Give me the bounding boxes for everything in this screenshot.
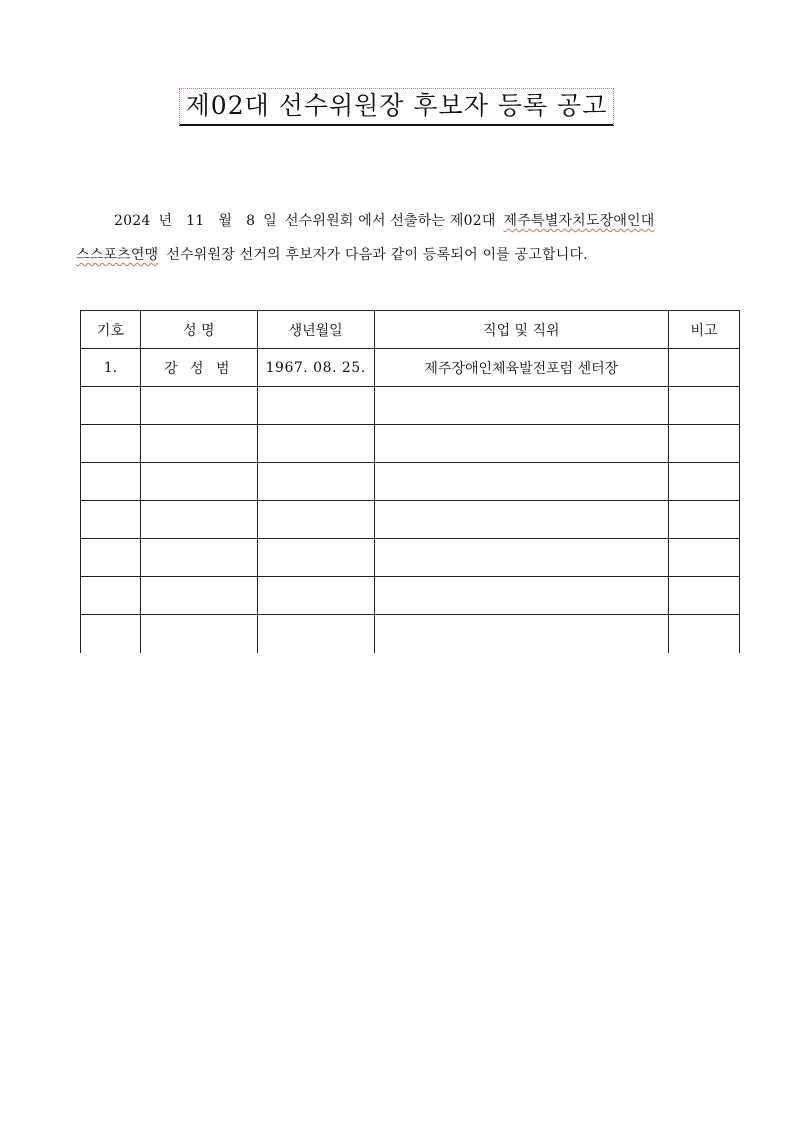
org-name-part1: 제주특별자치도장애인대 — [503, 213, 655, 229]
cell-remarks — [669, 577, 740, 615]
cell-name — [140, 501, 257, 539]
year-value: 2024 — [114, 213, 151, 229]
header-occupation: 직업 및 직위 — [374, 311, 668, 349]
header-number: 기호 — [81, 311, 141, 349]
cell-remarks — [669, 387, 740, 425]
table-row — [81, 577, 740, 615]
cell-birthdate — [257, 425, 374, 463]
cell-number — [81, 425, 141, 463]
cell-occupation: 제주장애인체육발전포럼 센터장 — [374, 349, 668, 387]
cell-occupation — [374, 501, 668, 539]
notice-paragraph — [76, 204, 746, 272]
table-row — [81, 539, 740, 577]
month-unit: 월 — [218, 213, 233, 229]
cell-occupation — [374, 387, 668, 425]
month-value: 11 — [186, 213, 205, 229]
header-birthdate: 생년월일 — [257, 311, 374, 349]
table-row — [81, 425, 740, 463]
cell-remarks — [669, 501, 740, 539]
cell-number — [81, 463, 141, 501]
cell-name — [140, 577, 257, 615]
cell-name — [140, 463, 257, 501]
cell-remarks — [669, 425, 740, 463]
cell-name — [140, 387, 257, 425]
cell-birthdate — [257, 577, 374, 615]
cell-number — [81, 539, 141, 577]
cell-occupation — [374, 425, 668, 463]
table-row — [81, 501, 740, 539]
header-remarks: 비고 — [669, 311, 740, 349]
cell-remarks — [669, 349, 740, 387]
cell-birthdate — [257, 463, 374, 501]
cell-occupation — [374, 539, 668, 577]
cell-name — [140, 615, 257, 654]
cell-birthdate — [257, 501, 374, 539]
day-unit: 일 — [263, 213, 277, 229]
table-row — [81, 615, 740, 654]
cell-number — [81, 577, 141, 615]
cell-number: 1. — [81, 349, 141, 387]
table-row — [81, 463, 740, 501]
year-unit: 년 — [158, 213, 173, 229]
cell-number — [81, 501, 141, 539]
table-row — [81, 387, 740, 425]
cell-birthdate — [257, 615, 374, 654]
text-after-date: 선수위원회 에서 선출하는 제02대 — [284, 213, 496, 229]
document-title: 제02대 선수위원장 후보자 등록 공고 — [179, 88, 615, 126]
cell-occupation — [374, 577, 668, 615]
cell-birthdate: 1967. 08. 25. — [257, 349, 374, 387]
cell-occupation — [374, 615, 668, 654]
cell-remarks — [669, 615, 740, 654]
cell-name — [140, 539, 257, 577]
candidate-table — [80, 310, 740, 653]
paragraph-line-2 — [76, 238, 746, 272]
table-row — [81, 349, 740, 387]
paragraph-line-1 — [76, 204, 746, 238]
cell-name: 강 성 범 — [140, 349, 257, 387]
header-name: 성 명 — [140, 311, 257, 349]
cell-occupation — [374, 463, 668, 501]
org-name-part2: 스스포츠연맹 — [76, 247, 159, 263]
cell-number — [81, 387, 141, 425]
cell-name — [140, 425, 257, 463]
cell-birthdate — [257, 387, 374, 425]
cell-number — [81, 615, 141, 654]
table-header-row — [81, 311, 740, 349]
cell-remarks — [669, 463, 740, 501]
text-end: 선수위원장 선거의 후보자가 다음과 같이 등록되어 이를 공고합니다. — [166, 247, 588, 263]
title-wrapper — [0, 88, 793, 126]
day-value: 8 — [246, 213, 256, 229]
cell-birthdate — [257, 539, 374, 577]
cell-remarks — [669, 539, 740, 577]
